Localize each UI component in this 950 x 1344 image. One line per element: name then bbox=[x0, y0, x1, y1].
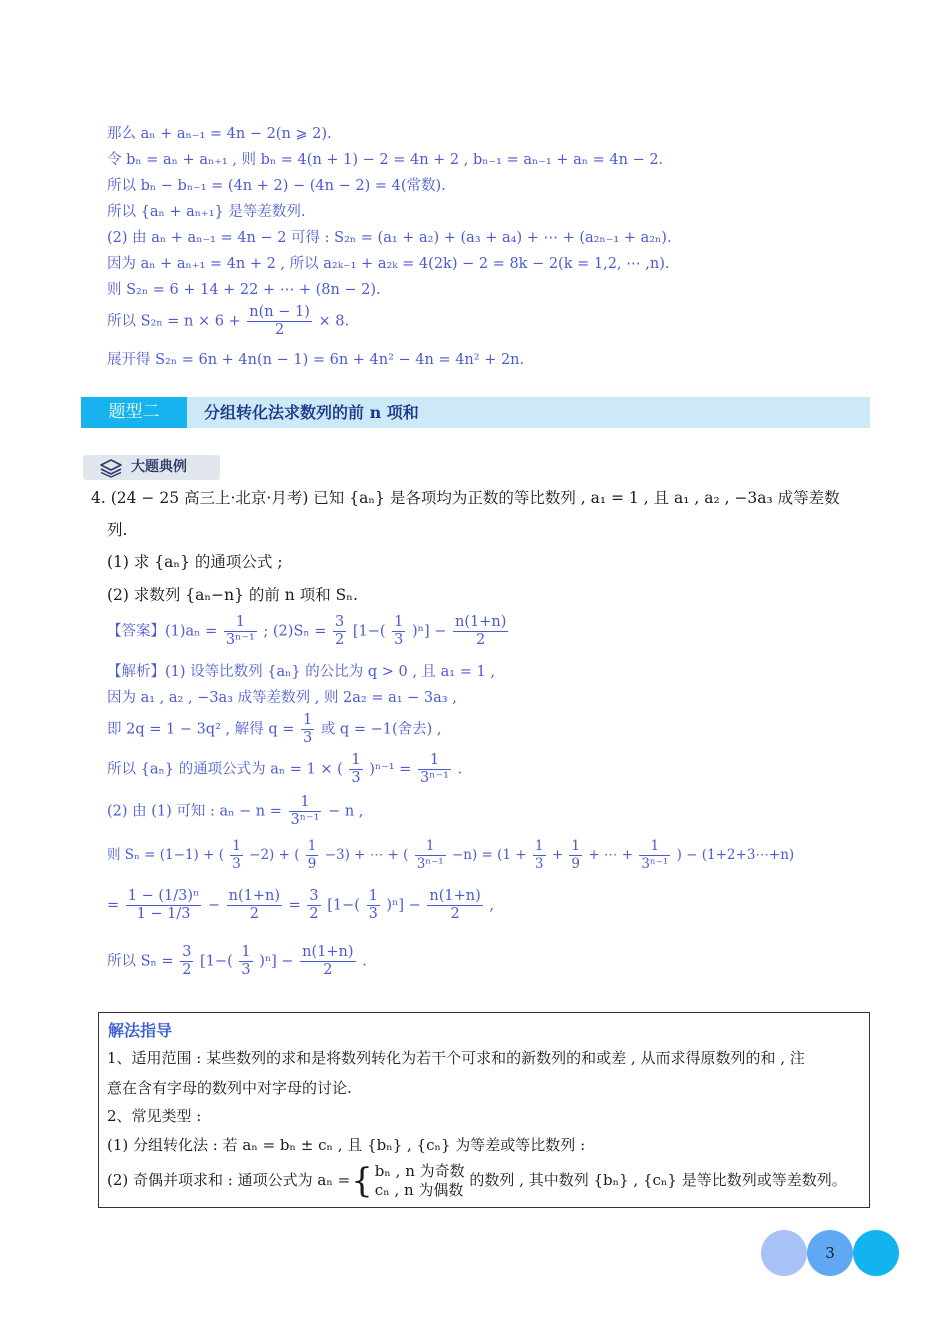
text: × 8. bbox=[318, 313, 350, 330]
fraction: $\frac{1}{\text{3ⁿ⁻¹}}$ bbox=[419, 752, 449, 786]
section-title: 分组转化法求数列的前 n 项和 bbox=[204, 403, 419, 422]
fraction: $\frac{1}{3}$ bbox=[302, 712, 313, 746]
fraction: $\frac{1}{9}$ bbox=[307, 838, 317, 872]
fraction: $\frac{n(1+n)}{2}$ bbox=[429, 888, 481, 922]
method-guide-title: 解法指导 bbox=[108, 1021, 173, 1040]
question-2: (2) 求数列 {aₙ−n} 的前 n 项和 Sₙ. bbox=[107, 586, 358, 604]
text: 所以 {aₙ} 的通项公式为 aₙ = 1 × ( bbox=[107, 761, 343, 778]
problem-line-1: 4. (24 − 25 高三上·北京·月考) 已知 {aₙ} 是各项均为正数的等比数列 , a₁ = 1 , 且 a₁ , a₂ , −3a₃ 成等差数 bbox=[91, 489, 840, 507]
fraction: $\frac{1}{3}$ bbox=[232, 838, 241, 872]
fraction: $\frac{1}{3}$ bbox=[534, 838, 544, 872]
text: −2) + ( bbox=[249, 847, 300, 863]
guide-point-1a: 1、适用范围 : 某些数列的求和是将数列转化为若干个可求和的新数列的和或差 , 从而求得原数列的和 , 注 bbox=[107, 1049, 805, 1067]
fraction: $\frac{n(n - 1)}{2}$ bbox=[249, 304, 310, 338]
answer-line bbox=[107, 614, 510, 649]
solution-line-5: (2) 由 aₙ + aₙ₋₁ = 4n − 2 可得 : S₂ₙ = (a₁ + a₂) + (a₃ + a₄) + ⋯ + (a₂ₙ₋₁ + a₂ₙ). bbox=[107, 230, 672, 246]
text: 的数列 , 其中数列 {bₙ} , {cₙ} 是等比数列或等差数列。 bbox=[469, 1171, 847, 1189]
text: + ⋯ + bbox=[588, 847, 634, 863]
solution-line-9: 展开得 S₂ₙ = 6n + 4n(n − 1) = 6n + 4n² − 4n = 4n² + 2n. bbox=[107, 352, 525, 368]
solution-line-4: 所以 {aₙ + aₙ₊₁} 是等差数列. bbox=[107, 204, 306, 220]
analysis-line-7 bbox=[107, 888, 494, 923]
text: = bbox=[107, 897, 120, 914]
layers-icon bbox=[99, 458, 123, 478]
text: ) − (1+2+3⋯+n) bbox=[676, 847, 795, 863]
solution-line-2: 令 bₙ = aₙ + aₙ₊₁ , 则 bₙ = 4(n + 1) − 2 = 4n + 2 , bₙ₋₁ = aₙ₋₁ + aₙ = 4n − 2. bbox=[107, 152, 664, 168]
guide-point-2: 2、常见类型 : bbox=[107, 1107, 202, 1125]
text: − n , bbox=[328, 803, 364, 820]
text: )ⁿ⁻¹ = bbox=[369, 761, 412, 778]
text: )ⁿ] − bbox=[259, 953, 294, 970]
fraction: $\frac{1}{3}$ bbox=[351, 752, 361, 786]
problem-line-2: 列. bbox=[107, 521, 128, 539]
text: )ⁿ] − bbox=[412, 623, 447, 640]
fraction: $\frac{1}{\text{3ⁿ⁻¹}}$ bbox=[416, 838, 444, 872]
fraction: $\frac{1}{9}$ bbox=[571, 838, 581, 872]
case-even: cₙ , n 为偶数 bbox=[374, 1181, 464, 1199]
fraction: $\frac{\text{1 − (1/3)ⁿ}}{1 - 1/3}$ bbox=[127, 888, 200, 922]
text: −n) = (1 + bbox=[451, 847, 527, 863]
guide-point-4 bbox=[107, 1162, 847, 1200]
fraction: $\frac{n(1+n)}{2}$ bbox=[302, 944, 354, 978]
text: 所以 Sₙ = bbox=[107, 953, 174, 970]
analysis-line-3 bbox=[107, 712, 442, 747]
text: [1−( bbox=[352, 623, 386, 640]
fraction: $\frac{1}{3}$ bbox=[394, 614, 404, 648]
section-label: 题型二 bbox=[81, 397, 187, 428]
text: [1−( bbox=[327, 897, 360, 914]
fraction: $\frac{3}{2}$ bbox=[335, 614, 345, 648]
page-circle-light bbox=[761, 1230, 807, 1276]
text: −3) + ⋯ + ( bbox=[324, 847, 409, 863]
fraction: $\frac{n(1+n)}{2}$ bbox=[454, 614, 507, 648]
solution-line-3: 所以 bₙ − bₙ₋₁ = (4n + 2) − (4n − 2) = 4(常数). bbox=[107, 178, 446, 194]
text: 则 Sₙ = (1−1) + ( bbox=[107, 847, 224, 863]
guide-point-1b: 意在含有字母的数列中对字母的讨论. bbox=[107, 1079, 352, 1097]
solution-line-6: 因为 aₙ + aₙ₊₁ = 4n + 2 , 所以 a₂ₖ₋₁ + a₂ₖ = 4(2k) − 2 = 8k − 2(k = 1,2, ⋯ ,n). bbox=[107, 256, 670, 272]
example-tag-text: 大题典例 bbox=[131, 459, 187, 475]
analysis-line-8 bbox=[107, 944, 367, 979]
fraction: $\frac{1}{3}$ bbox=[241, 944, 251, 978]
text: + bbox=[551, 847, 564, 863]
fraction: $\frac{3}{2}$ bbox=[182, 944, 192, 978]
text: (2) 由 (1) 可知 : aₙ − n = bbox=[107, 803, 282, 820]
section-band bbox=[81, 397, 870, 428]
cases bbox=[375, 1162, 465, 1200]
analysis-line-6 bbox=[107, 838, 794, 873]
text: (2) 奇偶并项求和 : 通项公式为 aₙ = bbox=[107, 1171, 351, 1189]
case-odd: bₙ , n 为奇数 bbox=[374, 1162, 465, 1180]
text: 或 q = −1(舍去) , bbox=[320, 721, 442, 738]
fraction: $\frac{1}{3}$ bbox=[368, 888, 378, 922]
solution-line-7: 则 S₂ₙ = 6 + 14 + 22 + ⋯ + (8n − 2). bbox=[107, 282, 381, 298]
solution-line-1: 那么 aₙ + aₙ₋₁ = 4n − 2(n ⩾ 2). bbox=[107, 126, 332, 142]
fraction: $\frac{1}{\text{3ⁿ⁻¹}}$ bbox=[641, 838, 669, 872]
text: 即 2q = 1 − 3q² , 解得 q = bbox=[107, 721, 295, 738]
analysis-line-2: 因为 a₁ , a₂ , −3a₃ 成等差数列 , 则 2a₂ = a₁ − 3a₃ , bbox=[107, 690, 457, 706]
text: ; (2)Sₙ = bbox=[263, 623, 327, 640]
brace-icon: { bbox=[351, 1161, 373, 1201]
analysis-line-1: 【解析】(1) 设等比数列 {aₙ} 的公比为 q > 0 , 且 a₁ = 1 , bbox=[107, 664, 495, 680]
guide-point-3: (1) 分组转化法 : 若 aₙ = bₙ ± cₙ , 且 {bₙ} , {cₙ} 为等差或等比数列 : bbox=[107, 1136, 586, 1154]
text: − bbox=[207, 897, 221, 914]
question-1: (1) 求 {aₙ} 的通项公式 ; bbox=[107, 553, 283, 571]
text: 【答案】(1)aₙ = bbox=[107, 623, 218, 640]
fraction: $\frac{1}{\text{3ⁿ⁻¹}}$ bbox=[290, 794, 320, 828]
fraction: $\frac{n(1+n)}{2}$ bbox=[228, 888, 281, 922]
text: [1−( bbox=[200, 953, 233, 970]
page-number: 3 bbox=[825, 1244, 835, 1262]
page-circle-dark bbox=[853, 1230, 899, 1276]
text: )ⁿ] − bbox=[386, 897, 421, 914]
solution-line-8 bbox=[107, 304, 349, 339]
analysis-line-5 bbox=[107, 794, 363, 829]
text: = bbox=[288, 897, 301, 914]
analysis-line-4 bbox=[107, 752, 462, 787]
fraction: $\frac{1}{\text{3ⁿ⁻¹}}$ bbox=[225, 614, 255, 648]
fraction: $\frac{3}{2}$ bbox=[309, 888, 319, 922]
text: , bbox=[489, 897, 494, 914]
text: 所以 S₂ₙ = n × 6 + bbox=[107, 313, 241, 330]
text: . bbox=[362, 953, 367, 970]
text: . bbox=[457, 761, 463, 778]
